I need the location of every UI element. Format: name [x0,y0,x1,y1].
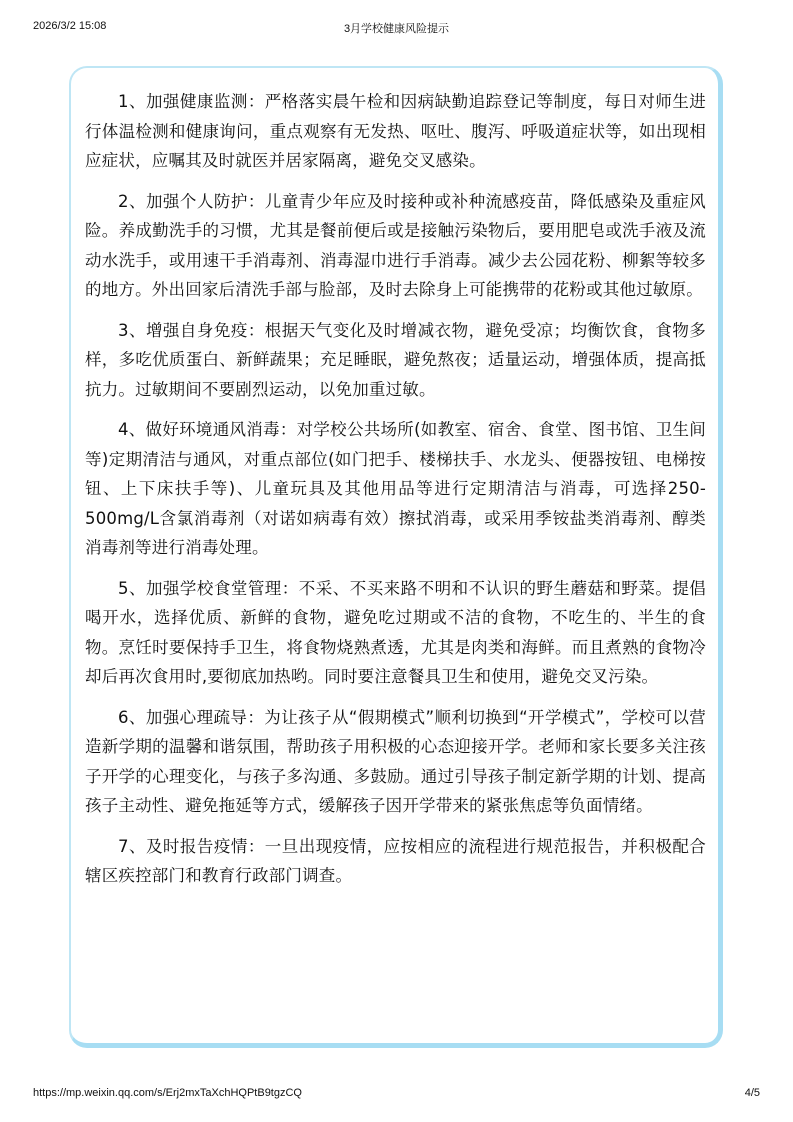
page-title: 3月学校健康风险提示 [343,23,450,35]
tip-paragraph-1: 1、加强健康监测：严格落实晨午检和因病缺勤追踪登记等制度，每日对师生进行体温检测和健康询问，重点观察有无发热、呕吐、腹泻、呼吸道症状等，如出现相应症状，应嘱其及时就医并居家隔离，避免交叉感染。 [85,92,706,170]
tip-paragraph-3: 3、增强自身免疫：根据天气变化及时增减衣物，避免受凉；均衡饮食，食物多样，多吃优质蛋白、新鲜蔬果；充足睡眠，避免熬夜；适量运动，增强体质，提高抵抗力。过敏期间不要剧烈运动，以免加重过敏。 [85,320,706,399]
source-url-link[interactable]: https://mp.weixin.qq.com/s/Erj2mxTaXchHQPtB9tgzCQ [33,1087,302,1099]
tip-paragraph-5: 5、加强学校食堂管理：不采、不买来路不明和不认识的野生蘑菇和野菜。提倡喝开水，选择优质、新鲜的食物，避免吃过期或不洁的食物，不吃生的、半生的食物。烹饪时要保持手卫生，将食物烧熟煮透，尤其是肉类和海鲜。而且煮熟的食物冷却后再次食用时,要彻底加热哟。同时要注意餐具卫生和使用，避免交叉污染。 [85,578,706,686]
tip-paragraph-7: 7、及时报告疫情：一旦出现疫情，应按相应的流程进行规范报告，并积极配合辖区疾控部门和教育行政部门调查。 [85,836,706,885]
content-card [69,66,723,1048]
article-body [85,87,706,902]
print-header [33,20,760,36]
print-datetime: 2026/3/2 15:08 [33,20,107,32]
page-number: 4/5 [744,1087,760,1099]
tip-paragraph-6: 6、加强心理疏导：为让孩子从“假期模式”顺利切换到“开学模式”，学校可以营造新学期的温馨和谐氛围，帮助孩子用积极的心态迎接开学。老师和家长要多关注孩子开学的心理变化，与孩子多沟通、多鼓励。通过引导孩子制定新学期的计划、提高孩子主动性、避免拖延等方式，缓解孩子因开学带来的紧张焦虑等负面情绪。 [85,707,706,815]
tip-paragraph-4: 4、做好环境通风消毒：对学校公共场所(如教室、宿舍、食堂、图书馆、卫生间等)定期清洁与通风，对重点部位(如门把手、楼梯扶手、水龙头、便器按钮、电梯按钮、上下床扶手等)、儿童玩具及其他用品等进行定期清洁与消毒，可选择250-500mg/L含氯消毒剂（对诺如病毒有效）擦拭消毒，或采用季铵盐类消毒剂、醇类消毒剂等进行消毒处理。 [85,420,706,557]
print-footer [33,1087,760,1103]
tip-paragraph-2: 2、加强个人防护：儿童青少年应及时接种或补种流感疫苗，降低感染及重症风险。养成勤洗手的习惯，尤其是餐前便后或是接触污染物后，要用肥皂或洗手液及流动水洗手，或用速干手消毒剂、消毒湿巾进行手消毒。减少去公园花粉、柳絮等较多的地方。外出回家后清洗手部与脸部，及时去除身上可能携带的花粉或其他过敏原。 [85,191,706,299]
